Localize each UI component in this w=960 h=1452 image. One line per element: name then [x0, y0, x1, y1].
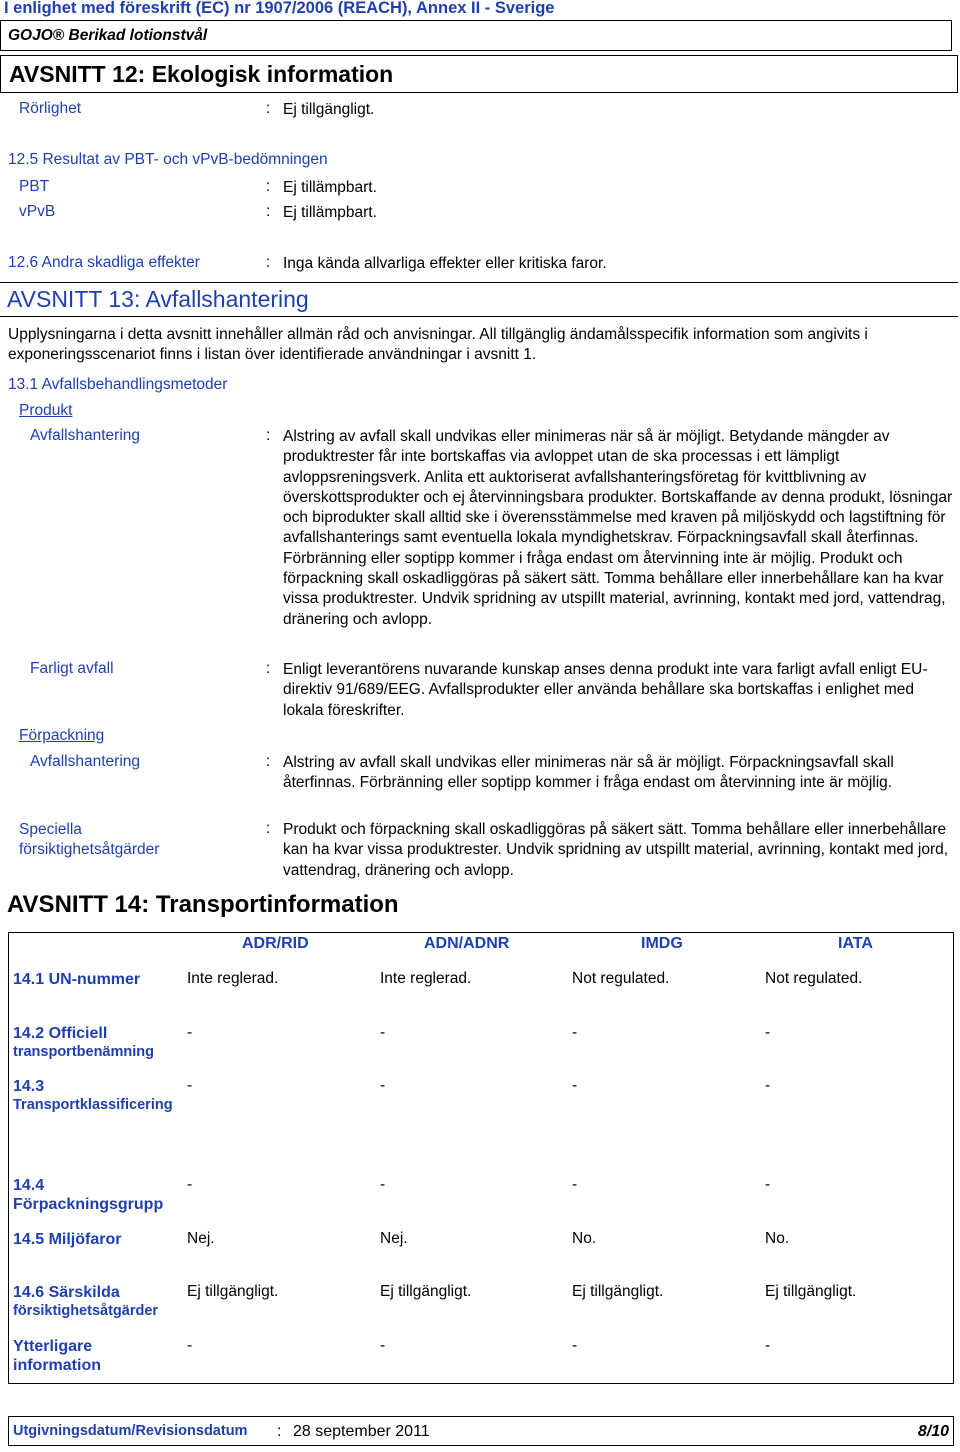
packaging-waste-value: Alstring av avfall skall undvikas eller minimeras när så är möjligt. Förpackningsavfall skall återfinnas. Förbränning eller soptipp kommer i fråga endast om återvinning inte är möjlig. — [283, 754, 894, 792]
hazardous-waste-label: Farligt avfall — [30, 660, 114, 677]
pbt-assessment-heading: 12.5 Resultat av PBT- och vPvB-bedömningen — [8, 151, 328, 168]
colon-separator: : — [266, 178, 271, 195]
product-name-box — [0, 20, 952, 51]
transport-cell: Nej. — [187, 1230, 215, 1247]
pbt-label: PBT — [19, 178, 50, 195]
transport-cell: Ej tillgängligt. — [187, 1283, 279, 1300]
transport-cell: - — [572, 1176, 578, 1193]
transport-cell: Inte reglerad. — [380, 970, 472, 987]
colon-separator: : — [266, 427, 271, 444]
transport-cell: - — [765, 1077, 771, 1094]
colon-separator: : — [266, 203, 271, 220]
transport-cell: - — [380, 1024, 386, 1041]
transport-cell: Ej tillgängligt. — [765, 1283, 857, 1300]
waste-methods-heading: 13.1 Avfallsbehandlingsmetoder — [8, 376, 228, 393]
product-subheading: Produkt — [19, 402, 73, 419]
colon-separator: : — [266, 100, 271, 117]
colon-separator: : — [266, 254, 271, 271]
vpvb-value: Ej tillämpbart. — [283, 204, 377, 221]
packaging-waste-label: Avfallshantering — [30, 753, 141, 770]
transport-cell: - — [765, 1024, 771, 1041]
transport-cell: - — [380, 1077, 386, 1094]
transport-cell: - — [187, 1077, 193, 1094]
section-13-heading: AVSNITT 13: Avfallshantering — [7, 286, 309, 312]
transport-cell: No. — [765, 1230, 790, 1247]
document-regulation-title: I enlighet med föreskrift (EC) nr 1907/2006 (REACH), Annex II - Sverige — [4, 0, 555, 17]
packaging-subheading: Förpackning — [19, 727, 105, 744]
section-13-intro: Upplysningarna i detta avsnitt innehåller allmän råd och anvisningar. All tillgänglig ändamålsspecifik information som angivits i exponeringsscenariot finns i listan över identifierade användningar i avsnitt 1. — [8, 326, 868, 363]
transport-cell: - — [187, 1024, 193, 1041]
colon-separator: : — [266, 753, 271, 770]
transport-row-label: 14.2 Officiell transportbenämning — [13, 1025, 154, 1060]
product-name: GOJO® Berikad lotionstvål — [8, 27, 208, 44]
transport-cell: - — [765, 1176, 771, 1193]
transport-row-label: 14.6 Särskilda försiktighetsåtgärder — [13, 1284, 159, 1319]
transport-cell: Ej tillgängligt. — [380, 1283, 472, 1300]
colon-separator: : — [277, 1423, 282, 1440]
special-precautions-label-line2: försiktighetsåtgärder — [19, 841, 160, 859]
colon-separator: : — [266, 820, 271, 837]
hazardous-waste-value: Enligt leverantörens nuvarande kunskap anses denna produkt inte vara farligt avfall enligt EU-direktiv 91/689/EEG. Avfallsprodukter eller använda behållare ska bortskaffas i enlighet med lokala föreskrifter. — [283, 661, 928, 719]
transport-row-label: 14.1 UN-nummer — [13, 971, 141, 988]
transport-cell: - — [187, 1337, 193, 1354]
transport-cell: - — [572, 1024, 578, 1041]
section-12-heading: AVSNITT 12: Ekologisk information — [9, 61, 394, 87]
transport-cell: - — [765, 1337, 771, 1354]
issue-date-label: Utgivningsdatum/Revisionsdatum — [13, 1423, 248, 1439]
column-header-imdg: IMDG — [641, 935, 683, 952]
transport-cell: - — [380, 1176, 386, 1193]
transport-cell: Nej. — [380, 1230, 408, 1247]
special-precautions-value: Produkt och förpackning skall oskadliggöras på säkert sätt. Tomma behållare eller innerbehållare kan ha kvar vissa produktrester. Undvik spridning av utspillt material, avrinning, kontakt med jord, vattendrag, dränering och avlopp. — [283, 821, 949, 879]
transport-cell: - — [380, 1337, 386, 1354]
transport-cell: - — [572, 1077, 578, 1094]
pbt-value: Ej tillämpbart. — [283, 179, 377, 196]
section-divider — [0, 282, 958, 283]
footer-box — [8, 1416, 954, 1446]
section-14-heading: AVSNITT 14: Transportinformation — [7, 891, 399, 918]
section-divider — [0, 316, 958, 317]
transport-cell: Not regulated. — [572, 970, 670, 987]
column-header-adr-rid: ADR/RID — [242, 935, 309, 952]
mobility-value: Ej tillgängligt. — [283, 101, 375, 118]
other-effects-label: 12.6 Andra skadliga effekter — [8, 254, 200, 271]
transport-cell: No. — [572, 1230, 597, 1247]
transport-cell: Not regulated. — [765, 970, 863, 987]
column-header-iata: IATA — [838, 935, 873, 952]
issue-date-value: 28 september 2011 — [293, 1423, 430, 1440]
page-number: 8/10 — [917, 1423, 949, 1440]
mobility-label: Rörlighet — [19, 100, 82, 117]
transport-row-label: 14.3 Transportklassificering — [13, 1078, 173, 1113]
colon-separator: : — [266, 660, 271, 677]
special-precautions-label — [19, 820, 159, 861]
transport-row-label: Ytterligare information — [13, 1338, 101, 1374]
column-header-adn-adnr: ADN/ADNR — [424, 935, 510, 952]
transport-cell: - — [572, 1337, 578, 1354]
transport-row-label: 14.4 Förpackningsgrupp — [13, 1177, 164, 1213]
section-12-heading-box — [0, 55, 958, 93]
transport-cell: Inte reglerad. — [187, 970, 279, 987]
transport-cell: Ej tillgängligt. — [572, 1283, 664, 1300]
other-effects-value: Inga kända allvarliga effekter eller kritiska faror. — [283, 255, 607, 272]
vpvb-label: vPvB — [19, 203, 56, 220]
waste-handling-label: Avfallshantering — [30, 427, 141, 444]
special-precautions-label-line1: Speciella — [19, 821, 82, 838]
waste-handling-value: Alstring av avfall skall undvikas eller minimeras när så är möjligt. Betydande mängder av produktrester får inte bortskaffas via avloppet utan de ska processas i ett lämpligt avloppsreningsverk. Anlita ett auktoriserat avfallshanteringsföretag för kvittblivning av överskottsprodukter och ej återvinningsbara produkter. Bortskaffande av denna produkt, lösningar och biprodukter skall alltid ske i överensstämmelse med kraven på miljöskydd och lagstiftning för avfallshanterings samt eventuella lokala myndighetskrav. Förpackningsavfall skall återfinnas. Förbränning eller soptipp kommer i fråga endast om återvinning inte är möjlig. Produkt och förpackning skall oskadliggöras på säkert sätt. Tomma behållare eller innerbehållare kan ha kvar vissa produktrester. Undvik spridning av utspillt material, avrinning, kontakt med jord, vattendrag, dränering och avlopp. — [283, 428, 953, 628]
transport-cell: - — [187, 1176, 193, 1193]
transport-row-label: 14.5 Miljöfaror — [13, 1231, 122, 1248]
